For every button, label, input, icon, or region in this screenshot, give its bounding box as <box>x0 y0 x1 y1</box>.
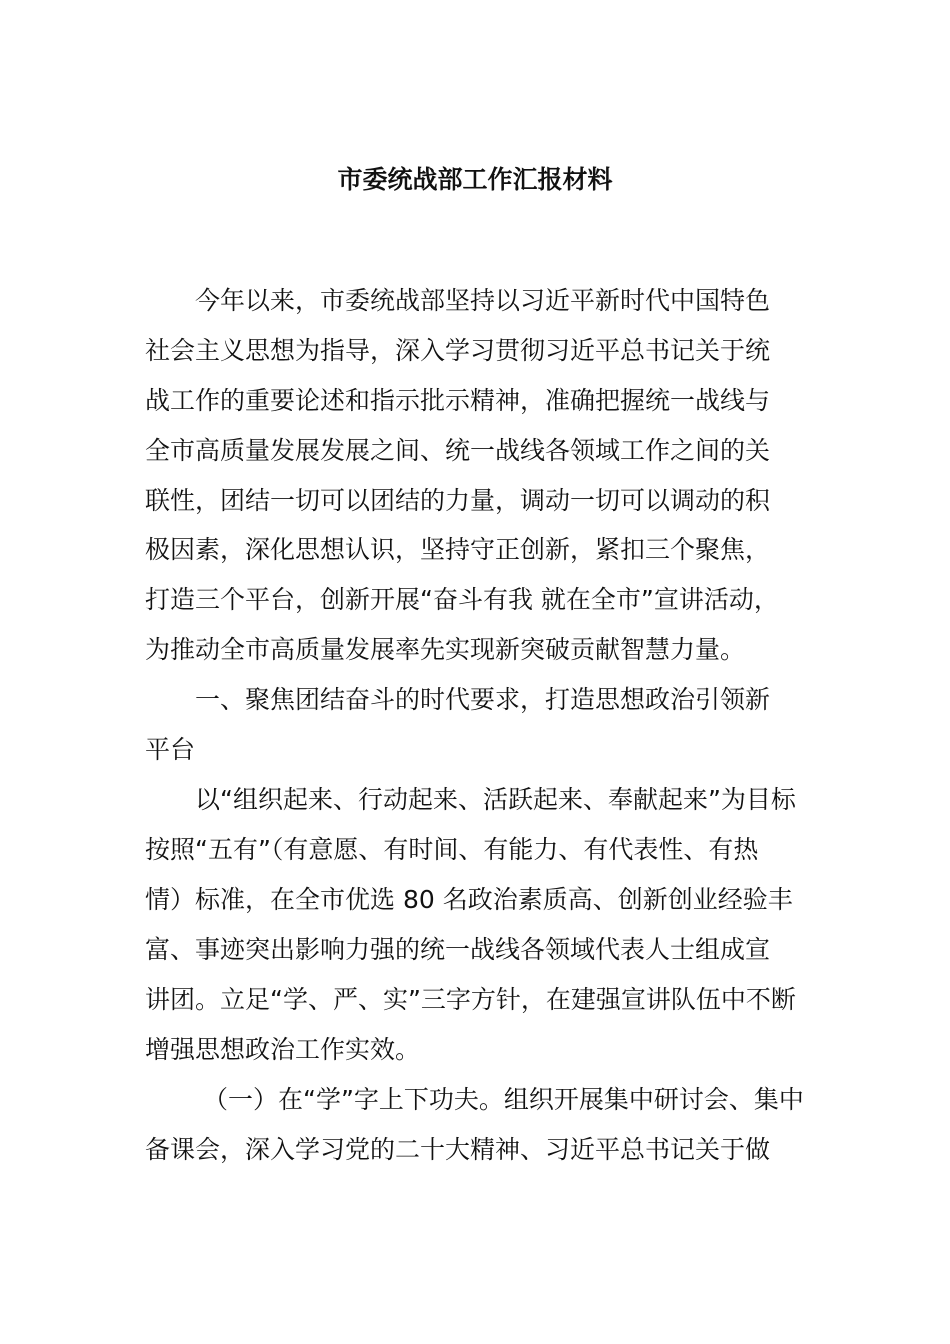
document-title: 市委统战部工作汇报材料 <box>337 165 613 194</box>
paragraph-line: 备课会，深入学习党的二十大精神、习近平总书记关于做 <box>145 1135 771 1164</box>
subsection-line: （一）在“学”字上下功夫。组织开展集中研讨会、集中 <box>203 1085 804 1114</box>
paragraph-line: 情）标准，在全市优选 80 名政治素质高、创新创业经验丰 <box>145 885 793 914</box>
paragraph-line: 打造三个平台，创新开展“奋斗有我 就在全市”宣讲活动， <box>145 585 779 614</box>
paragraph-line: 为推动全市高质量发展率先实现新突破贡献智慧力量。 <box>145 635 746 664</box>
paragraph-line: 极因素，深化思想认识，坚持守正创新，紧扣三个聚焦， <box>145 535 771 564</box>
paragraph-line: 讲团。立足“学、严、实”三字方针，在建强宣讲队伍中不断 <box>145 985 796 1014</box>
paragraph-line: 联性，团结一切可以团结的力量，调动一切可以调动的积 <box>145 486 771 515</box>
paragraph-line: 增强思想政治工作实效。 <box>145 1035 421 1064</box>
paragraph-line: 社会主义思想为指导，深入学习贯彻习近平总书记关于统 <box>145 336 771 365</box>
section-heading-line: 平台 <box>145 735 196 764</box>
paragraph-line: 全市高质量发展发展之间、统一战线各领域工作之间的关 <box>145 436 771 465</box>
paragraph-line: 战工作的重要论述和指示批示精神，准确把握统一战线与 <box>145 386 771 415</box>
paragraph-line: 按照“五有”（有意愿、有时间、有能力、有代表性、有热 <box>145 835 759 864</box>
paragraph-line: 以“组织起来、行动起来、活跃起来、奉献起来”为目标 <box>195 785 796 814</box>
section-heading-line: 一、聚焦团结奋斗的时代要求，打造思想政治引领新 <box>195 685 771 714</box>
paragraph-line: 今年以来，市委统战部坚持以习近平新时代中国特色 <box>195 286 771 315</box>
paragraph-line: 富、事迹突出影响力强的统一战线各领域代表人士组成宣 <box>145 935 771 964</box>
